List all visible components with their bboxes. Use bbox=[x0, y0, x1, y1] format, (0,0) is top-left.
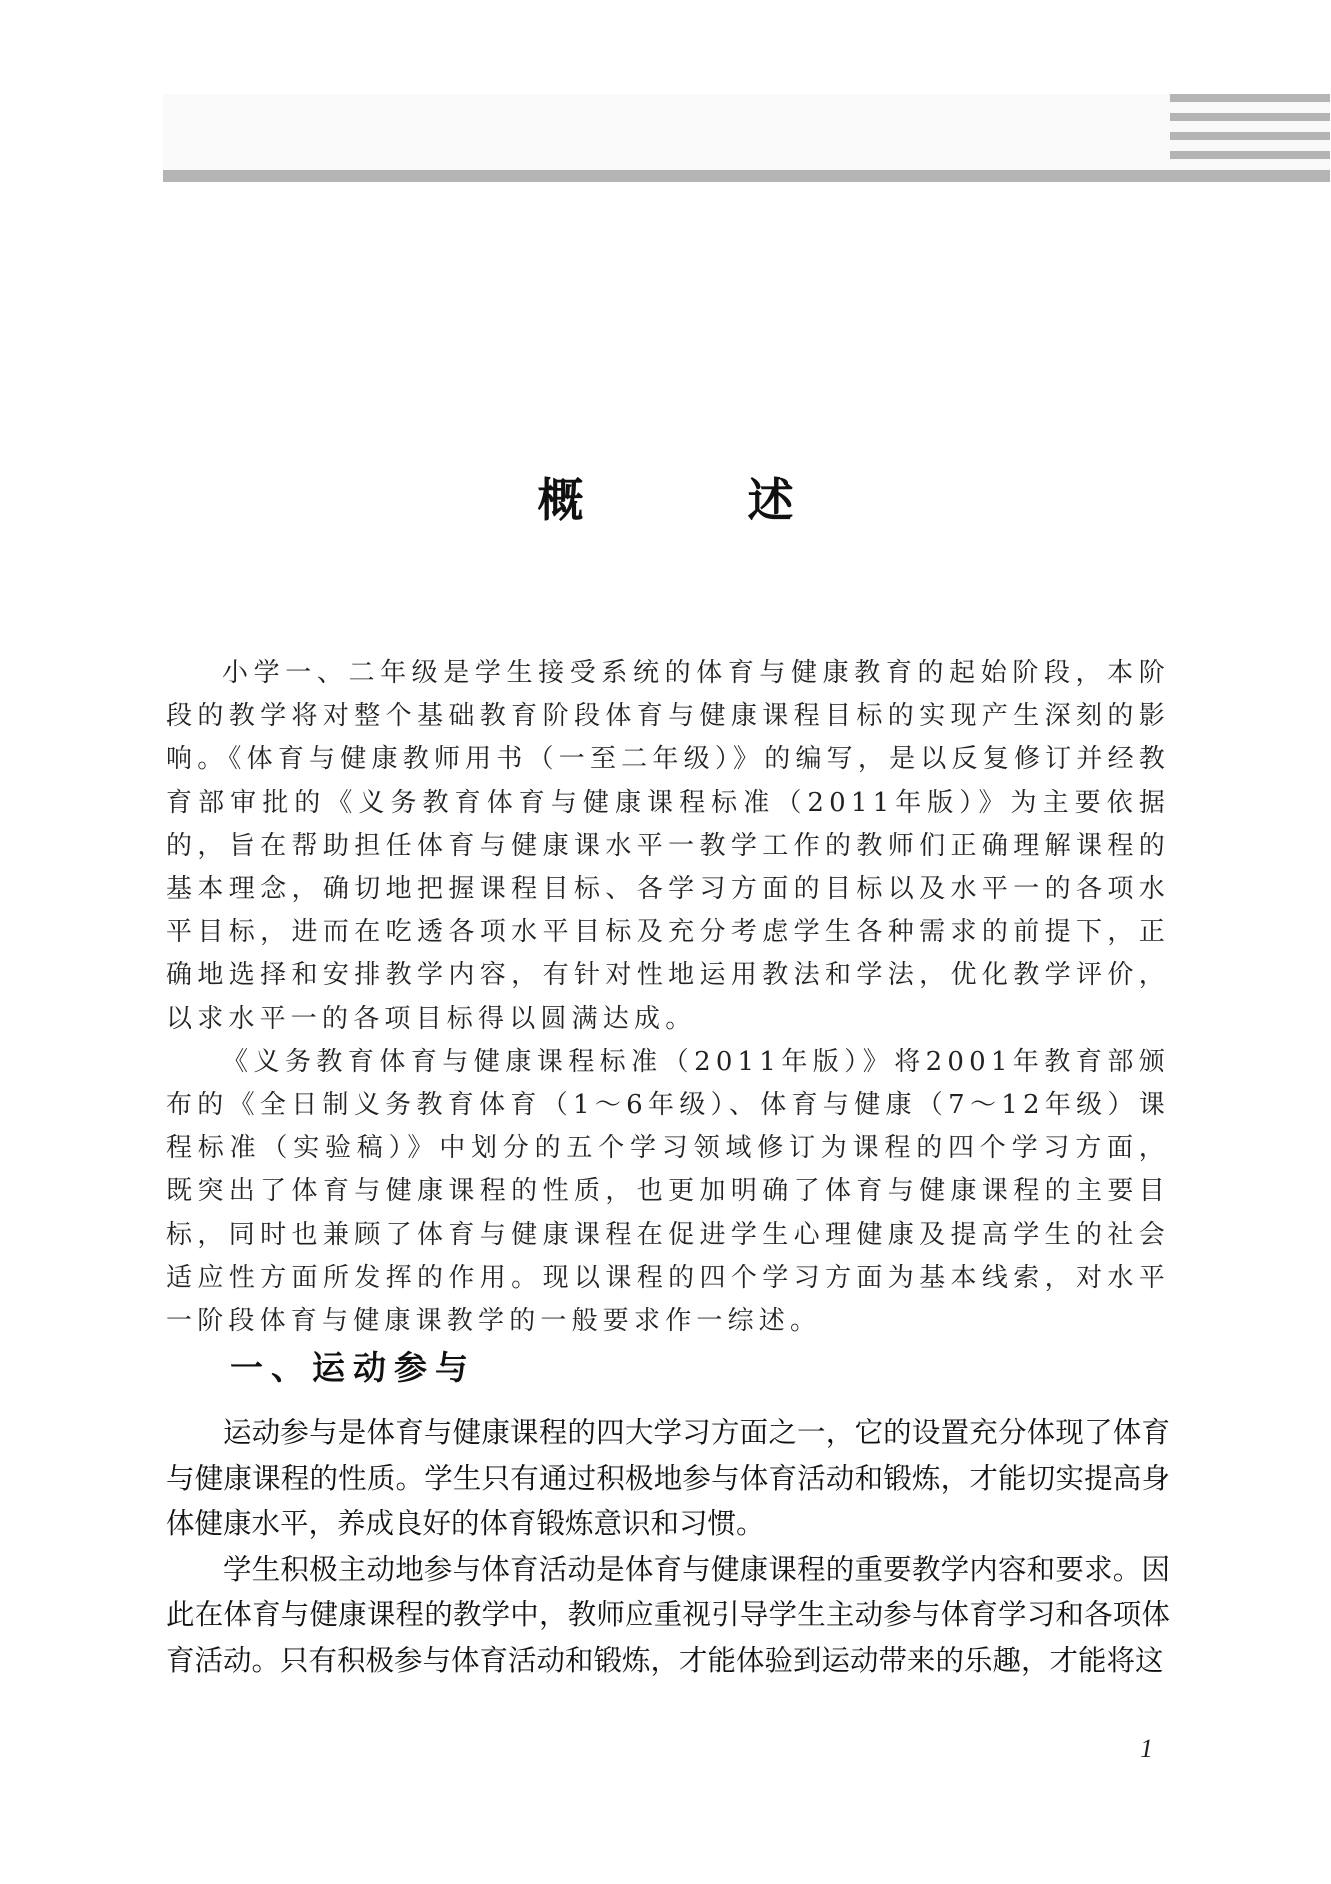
header-stripe bbox=[1170, 151, 1330, 159]
intro-paragraph-1: 小学一、二年级是学生接受系统的体育与健康教育的起始阶段，本阶段的教学将对整个基础教育阶段体育与健康课程目标的实现产生深刻的影响。《体育与健康教师用书（一至二年级）》的编写，是以反复修订并经教育部审批的《义务教育体育与健康课程标准（2011年版）》为主要依据的，旨在帮助担任体育与健康课水平一教学工作的教师们正确理解课程的基本理念，确切地把握课程目标、各学习方面的目标以及水平一的各项水平目标，进而在吃透各项水平目标及充分考虑学生各种需求的前提下，正确地选择和安排教学内容，有针对性地运用教法和学法，优化教学评价，以求水平一的各项目标得以圆满达成。 bbox=[166, 658, 1170, 1034]
header-stripe bbox=[1170, 113, 1330, 121]
section-text bbox=[166, 1410, 1170, 1684]
header-band bbox=[163, 94, 1330, 170]
header-stripes-decoration bbox=[1170, 94, 1330, 170]
intro-paragraph-2: 《义务教育体育与健康课程标准（2011年版）》将2001年教育部颁布的《全日制义务教育体育（1～6年级）、体育与健康（7～12年级）课程标准（实验稿）》中划分的五个学习领域修订为课程的四个学习方面，既突出了体育与健康课程的性质，也更加明确了体育与健康课程的主要目标，同时也兼顾了体育与健康课程在促进学生心理健康及提高学生的社会适应性方面所发挥的作用。现以课程的四个学习方面为基本线索，对水平一阶段体育与健康课教学的一般要求作一综述。 bbox=[166, 1046, 1170, 1337]
page-title bbox=[0, 470, 1331, 530]
header-stripe bbox=[1170, 94, 1330, 102]
page-title-char-2: 述 bbox=[747, 473, 794, 527]
page-title-char-1: 概 bbox=[537, 473, 584, 527]
section-heading: 一、运动参与 bbox=[230, 1348, 476, 1387]
section-paragraph-2: 学生积极主动地参与体育活动是体育与健康课程的重要教学内容和要求。因此在体育与健康课程的教学中，教师应重视引导学生主动参与体育学习和各项体育活动。只有积极参与体育活动和锻炼，才能体验到运动带来的乐趣，才能将这 bbox=[166, 1552, 1170, 1677]
header-stripe bbox=[1170, 132, 1330, 140]
section-paragraph-1: 运动参与是体育与健康课程的四大学习方面之一，它的设置充分体现了体育与健康课程的性质。学生只有通过积极地参与体育活动和锻炼，才能切实提高身体健康水平，养成良好的体育锻炼意识和习惯。 bbox=[166, 1416, 1170, 1541]
header-rule bbox=[163, 170, 1330, 182]
intro-text bbox=[166, 652, 1170, 1343]
page-number: 1 bbox=[1140, 1734, 1153, 1763]
